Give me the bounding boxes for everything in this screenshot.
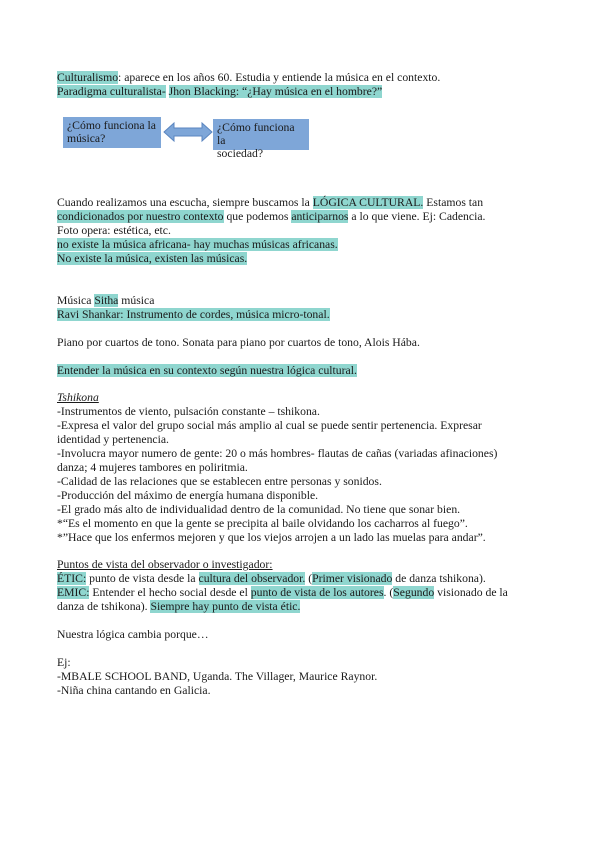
- entender-line: [57, 364, 357, 378]
- highlight: Siempre hay punto de vista étic.: [150, 600, 301, 613]
- puntos-de-vista-heading: [57, 558, 273, 572]
- logica-cambia-line: [57, 628, 209, 642]
- tshikona-line: -El grado más alto de individualidad dentro de la comunidad. No tiene que sonar bien.: [57, 503, 461, 516]
- existen-las-musicas-line: [57, 252, 247, 266]
- text: (: [305, 572, 313, 585]
- box-text-line: ¿Cómo funciona la: [67, 119, 156, 132]
- text: visionado de la: [434, 586, 508, 599]
- highlight: punto de vista de los autores: [250, 586, 384, 599]
- text: Estamos tan: [423, 196, 484, 209]
- tshikona-line: danza; 4 mujeres tambores en poliritmia.: [57, 461, 248, 474]
- ej-line: -Niña china cantando en Galicia.: [57, 684, 211, 697]
- highlight: Culturalismo: [57, 71, 119, 84]
- ej-line: -MBALE SCHOOL BAND, Uganda. The Villager, Maurice Raynor.: [57, 670, 378, 683]
- foto-opera-line: [57, 224, 171, 238]
- paradigma-line: [57, 85, 382, 99]
- piano-line: [57, 336, 420, 350]
- diagram-box-sociedad: [213, 119, 309, 160]
- etic-line: [57, 572, 486, 586]
- tshikona-line: -Expresa el valor del grupo social más amplio al cual se puede sentir pertenencia. Expresar: [57, 419, 482, 432]
- tshikona-line: *“Es el momento en que la gente se precipita al baile olvidando los cacharros al fuego”.: [57, 517, 468, 530]
- musica-africana-line: [57, 238, 338, 252]
- diagram-box-musica: [63, 117, 161, 148]
- highlight: EMIC:: [57, 586, 90, 599]
- ravi-shankar-line: [57, 308, 330, 322]
- tshikona-line: -Calidad de las relaciones que se establecen entre personas y sonidos.: [57, 475, 382, 488]
- highlight: condicionados por nuestro contexto: [57, 210, 224, 223]
- escucha-line: [57, 196, 483, 210]
- box-text-line: ¿Cómo funciona la: [217, 121, 295, 147]
- tshikona-line: -Producción del máximo de energía humana disponible.: [57, 489, 319, 502]
- text: Piano por cuartos de tono. Sonata para piano por cuartos de tono, Alois Hába.: [57, 336, 420, 349]
- sitha-line: [57, 294, 154, 308]
- culturalismo-line: [57, 71, 440, 85]
- box-text-line: música?: [67, 132, 106, 145]
- text: Nuestra lógica cambia porque…: [57, 628, 209, 641]
- tshikona-line: -Involucra mayor numero de gente: 20 o más hombres- flautas de cañas (variadas afinaciones): [57, 447, 498, 460]
- highlight: Paradigma culturalista-: [57, 85, 166, 98]
- condicionados-line: [57, 210, 485, 224]
- highlight: Entender la música en su contexto según nuestra lógica cultural.: [57, 364, 357, 377]
- highlight: Sitha: [94, 294, 119, 307]
- emic-line: [57, 586, 508, 600]
- highlight: anticiparnos: [291, 210, 349, 223]
- emic-line-2: [57, 600, 300, 614]
- highlight: No existe la música, existen las músicas.: [57, 252, 248, 265]
- text: Entender el hecho social desde el: [89, 586, 251, 599]
- box-text-line: sociedad?: [217, 147, 264, 160]
- text: música: [118, 294, 155, 307]
- text: . (: [383, 586, 394, 599]
- tshikona-line: -Instrumentos de viento, pulsación constante – tshikona.: [57, 405, 320, 418]
- ej-label: Ej:: [57, 656, 71, 669]
- highlight: ÉTIC:: [57, 572, 87, 585]
- tshikona-line: *”Hace que los enfermos mejoren y que los viejos arrojen a un lado las muelas para andar”.: [57, 531, 486, 544]
- heading-text: Tshikona: [57, 391, 99, 404]
- highlight: no existe la música africana- hay muchas músicas africanas.: [57, 238, 338, 251]
- highlight: cultura del observador.: [198, 572, 306, 585]
- double-arrow-icon: [163, 121, 213, 143]
- text: danza de tshikona).: [57, 600, 151, 613]
- tshikona-heading: [57, 391, 99, 405]
- text: : aparece en los años 60. Estudia y entiende la música en el contexto.: [118, 71, 441, 84]
- tshikona-line: identidad y pertenencia.: [57, 433, 169, 446]
- heading-text: Puntos de vista del observador o investigador:: [57, 558, 273, 571]
- highlight: Ravi Shankar: Instrumento de cordes, música micro-tonal.: [57, 308, 330, 321]
- text: Foto opera: estética, etc.: [57, 224, 171, 237]
- highlight: Jhon Blacking: “¿Hay música en el hombre?”: [168, 85, 383, 98]
- text: de danza tshikona).: [392, 572, 486, 585]
- highlight: Primer visionado: [312, 572, 393, 585]
- highlight: Segundo: [393, 586, 435, 599]
- text: que podemos: [223, 210, 292, 223]
- text: a lo que viene. Ej: Cadencia.: [348, 210, 486, 223]
- text: punto de vista desde la: [86, 572, 199, 585]
- text: Cuando realizamos una escucha, siempre buscamos la: [57, 196, 313, 209]
- highlight: LÓGICA CULTURAL.: [312, 196, 424, 209]
- text: Música: [57, 294, 95, 307]
